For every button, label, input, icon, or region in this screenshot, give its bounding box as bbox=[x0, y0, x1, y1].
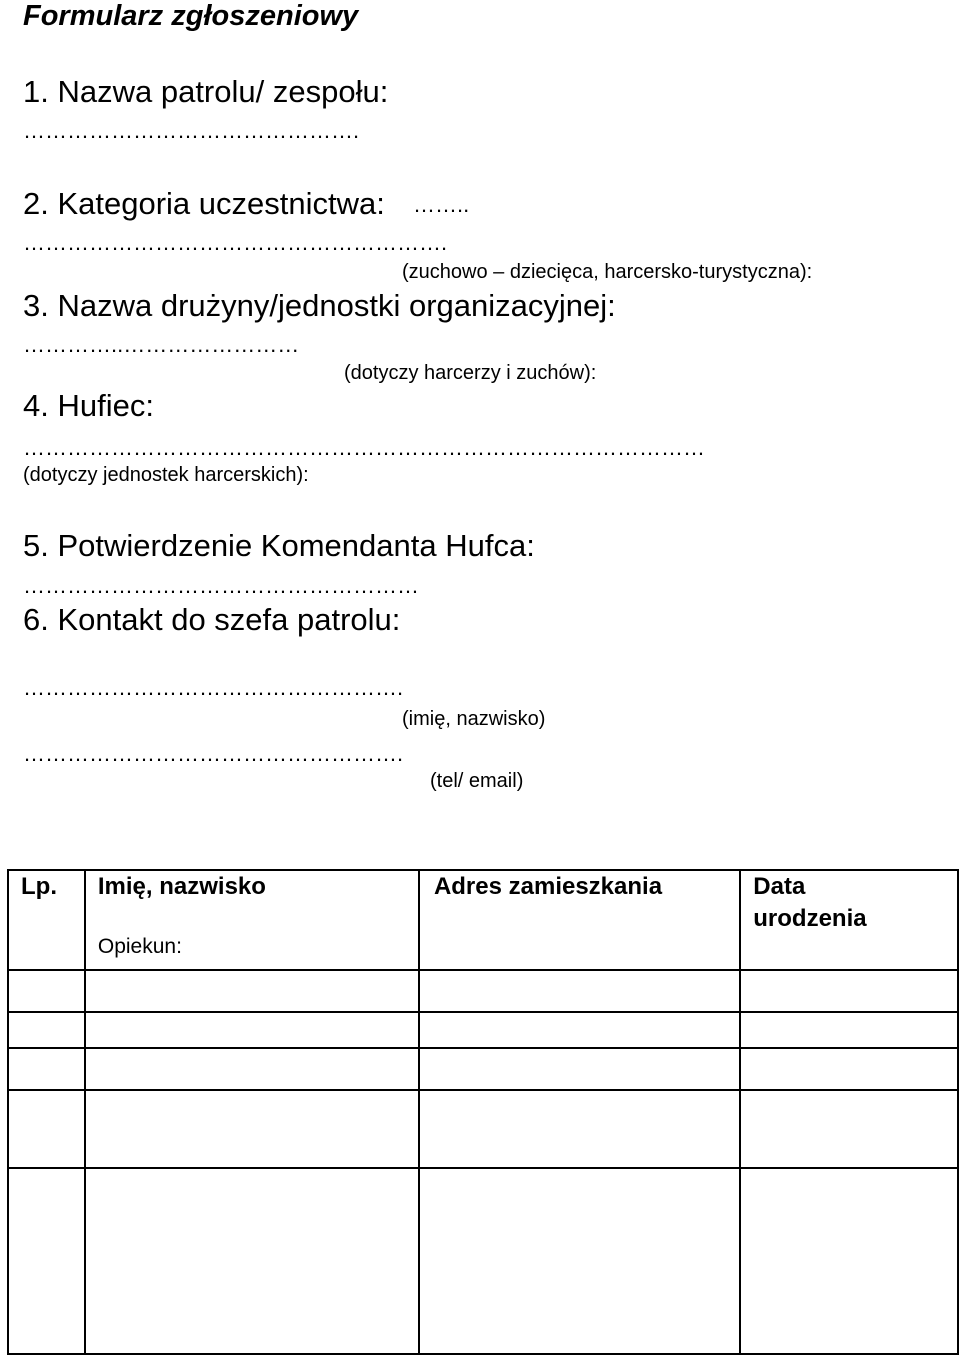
form-title: Formularz zgłoszeniowy bbox=[23, 0, 359, 32]
table-cell[interactable] bbox=[8, 1048, 85, 1090]
section-2-note: (zuchowo – dziecięca, harcersko-turystyczna): bbox=[402, 261, 813, 283]
section-6-dots-name[interactable]: ……………………………………………. bbox=[23, 675, 404, 700]
section-5-dots[interactable]: ……………………………………………… bbox=[23, 573, 419, 598]
section-6-dots-contact[interactable]: ……………………………………………. bbox=[23, 741, 404, 766]
table-cell[interactable] bbox=[419, 1012, 740, 1048]
header-address: Adres zamieszkania bbox=[419, 870, 740, 970]
table-cell[interactable] bbox=[8, 1168, 85, 1354]
table-cell[interactable] bbox=[8, 970, 85, 1012]
table-row[interactable] bbox=[8, 970, 958, 1012]
table-row[interactable] bbox=[8, 1012, 958, 1048]
table-cell[interactable] bbox=[85, 1168, 419, 1354]
table-cell[interactable] bbox=[740, 970, 958, 1012]
section-1-dots[interactable]: ………………………………………. bbox=[23, 118, 360, 143]
table-cell[interactable] bbox=[740, 1168, 958, 1354]
guardian-label: Opiekun: bbox=[97, 935, 182, 958]
section-2-inline-dots[interactable]: …….. bbox=[413, 192, 470, 217]
table-cell[interactable] bbox=[740, 1048, 958, 1090]
section-4-note: (dotyczy jednostek harcerskich): bbox=[23, 464, 309, 486]
table-cell[interactable] bbox=[419, 1090, 740, 1168]
table-cell[interactable] bbox=[85, 970, 419, 1012]
section-4-dots[interactable]: ………………………………………………………………………………… bbox=[23, 435, 705, 460]
table-row[interactable] bbox=[8, 1168, 958, 1354]
section-5-label: 5. Potwierdzenie Komendanta Hufca: bbox=[23, 528, 535, 563]
table-cell[interactable] bbox=[85, 1012, 419, 1048]
table-cell[interactable] bbox=[85, 1090, 419, 1168]
header-name: Imię, nazwisko Opiekun: bbox=[85, 870, 419, 970]
table-cell[interactable] bbox=[85, 1048, 419, 1090]
section-3-dots[interactable]: …………..…………………… bbox=[23, 332, 300, 357]
table-cell[interactable] bbox=[419, 1168, 740, 1354]
section-3-label: 3. Nazwa drużyny/jednostki organizacyjnej: bbox=[23, 288, 616, 323]
section-3-note: (dotyczy harcerzy i zuchów): bbox=[344, 362, 597, 384]
table-cell[interactable] bbox=[8, 1090, 85, 1168]
table-header-row bbox=[8, 870, 958, 970]
participants-table bbox=[7, 869, 959, 1355]
table-row[interactable] bbox=[8, 1048, 958, 1090]
table-cell[interactable] bbox=[419, 1048, 740, 1090]
section-6-label: 6. Kontakt do szefa patrolu: bbox=[23, 602, 401, 637]
header-lp: Lp. bbox=[8, 870, 85, 970]
table-cell[interactable] bbox=[8, 1012, 85, 1048]
section-2-label: 2. Kategoria uczestnictwa: bbox=[23, 186, 385, 221]
header-birthdate: Data urodzenia bbox=[740, 870, 958, 970]
section-6-note-name: (imię, nazwisko) bbox=[402, 708, 546, 730]
section-6-note-contact: (tel/ email) bbox=[430, 770, 524, 792]
table-cell[interactable] bbox=[740, 1090, 958, 1168]
section-2-dots[interactable]: …………………………………………………. bbox=[23, 230, 448, 255]
section-1-label: 1. Nazwa patrolu/ zespołu: bbox=[23, 74, 389, 109]
table-cell[interactable] bbox=[740, 1012, 958, 1048]
section-4-label: 4. Hufiec: bbox=[23, 388, 154, 423]
table-cell[interactable] bbox=[419, 970, 740, 1012]
table-row[interactable] bbox=[8, 1090, 958, 1168]
